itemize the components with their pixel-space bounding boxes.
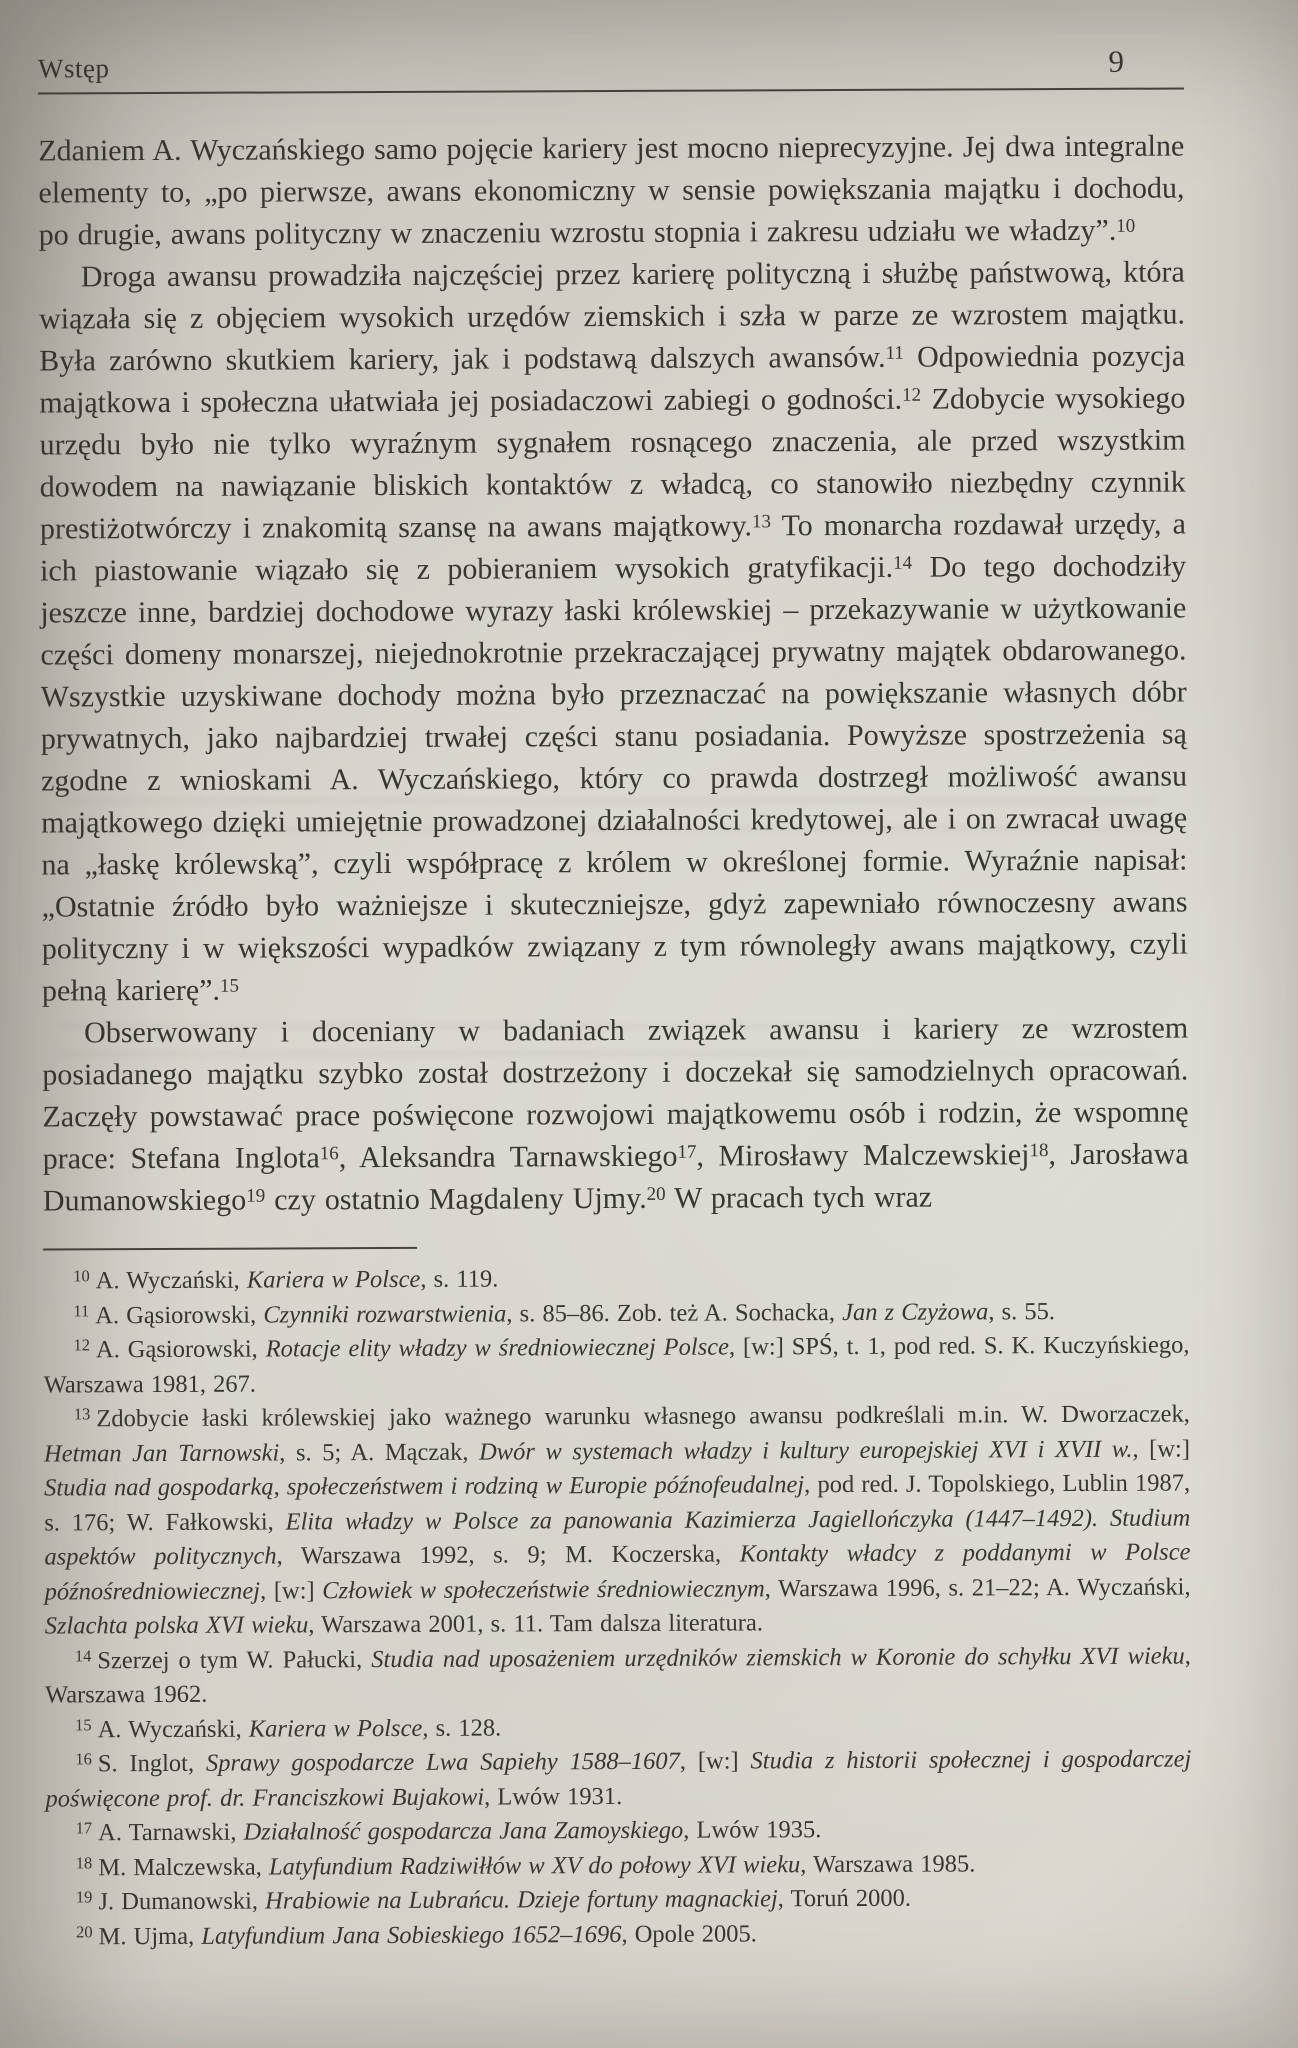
text-run: , Warszawa 1985. <box>800 1849 976 1878</box>
text-run: A. Wyczański, <box>97 1715 249 1743</box>
footnote-separator <box>43 1247 417 1251</box>
text-run: To monarcha rozdawał urzędy, a ich piastowanie wiązało się z pobieraniem wysokich gratyfikacji. <box>40 507 1187 588</box>
italic-text-run: Czynniki rozwarstwienia <box>263 1299 507 1329</box>
text-run: A. Tarnawski, <box>98 1818 244 1847</box>
text-run: , Toruń 2000. <box>777 1884 912 1913</box>
italic-text-run: Jan z Czyżowa <box>841 1297 989 1326</box>
italic-text-run: Hrabiowie na Lubrańcu. Dzieje fortuny magnackiej <box>265 1885 778 1915</box>
footnote-ref: 20 <box>646 1183 666 1205</box>
italic-text-run: Sprawy gospodarcze Lwa Sapiehy 1588–1607 <box>205 1747 680 1777</box>
footnote-number: 15 <box>75 1714 92 1734</box>
text-run: A. Gąsiorowski, <box>95 1335 266 1364</box>
text-run: , Aleksandra Tarnawskiego <box>338 1139 678 1175</box>
italic-text-run: Studia nad gospodarką, społeczeństwem i rodziną w Europie późnofeudalnej <box>44 1471 805 1502</box>
footnote-number: 18 <box>75 1852 93 1872</box>
text-run: , [w:] SPŚ, t. 1, pod red. S. K. Kuczyńskiego, Warszawa 1981, 267. <box>43 1331 1190 1398</box>
footnote <box>45 1742 1191 1816</box>
text-run: W pracach tych wraz <box>665 1180 933 1215</box>
text-run: M. Ujma, <box>98 1922 202 1950</box>
footnote-ref: 15 <box>219 975 240 997</box>
footnote-ref: 13 <box>751 511 771 533</box>
text-run: , Warszawa 1962. <box>44 1641 1191 1709</box>
footnote-number: 17 <box>75 1818 93 1838</box>
footnote <box>46 1880 1192 1920</box>
footnote-ref: 14 <box>892 552 913 574</box>
italic-text-run: Człowiek w społeczeństwie średniowiecznym <box>322 1574 765 1604</box>
text-run: , Warszawa 2001, s. 11. Tam dalsza literatura. <box>308 1609 764 1639</box>
text-run: M. Malczewska, <box>98 1853 270 1881</box>
italic-text-run: Latyfundium Radziwiłłów w XV do połowy XVI wieku <box>268 1850 801 1881</box>
footnote-number: 11 <box>73 1300 90 1320</box>
text-run: czy ostatnio Magdaleny Ujmy. <box>265 1181 647 1217</box>
footnotes-section <box>43 1243 1192 1954</box>
footnote <box>45 1639 1191 1713</box>
footnote <box>43 1259 1189 1299</box>
text-run: , [w:] <box>260 1576 323 1605</box>
footnote <box>45 1708 1191 1748</box>
text-run: Zdobycie wysokiego urzędu było nie tylko wyraźnym sygnałem rosnącego znaczenia, ale przed wszystkim dowodem na nawiązanie bliskich kontaktów z władcą, co stanowiło niezbędny czynnik prestiżotwórczy i znakomitą szansę na awans majątkowy. <box>39 381 1186 546</box>
text-run: Obserwowany i doceniany w badaniach związek awansu i kariery ze wzrostem posiadanego majątku szybko został dostrzeżony i doczekał się samodzielnych opracowań. Zaczęły powstawać prace poświęcone rozwojowi majątkowemu osób i rodzin, że wspomnę prace: Stefana Inglota <box>42 1011 1189 1176</box>
footnote-ref: 10 <box>1116 215 1136 237</box>
footnote <box>43 1294 1189 1334</box>
footnote-number: 10 <box>73 1266 90 1286</box>
text-run: Zdaniem A. Wyczańskiego samo pojęcie kariery jest mocno nieprecyzyjne. Jej dwa integralne elementy to, „po pierwsze, awans ekonomiczny w sensie powiększania majątku i dochodu, po drugie, awans polityczny w znaczeniu wzrostu stopnia i zakresu udziału we władzy”. <box>38 129 1185 252</box>
italic-text-run: Studia nad uposażeniem urzędników ziemskich w Koronie do schyłku XVI wieku <box>371 1642 1185 1673</box>
text-run: Droga awansu prowadziła najczęściej przez karierę polityczną i służbę państwową, która wiązała się z objęciem wysokich urzędów ziemskich i szła w parze ze wzrostem majątku. Była zarówno skutkiem kariery, jak i podstawą dalszych awansów. <box>38 255 1186 378</box>
footnote-ref: 11 <box>885 342 904 364</box>
paragraph <box>39 252 1188 1013</box>
footnote <box>46 1811 1192 1851</box>
footnote-ref: 12 <box>902 384 922 406</box>
footnote-number: 13 <box>73 1404 91 1424</box>
text-run: , [w:] <box>679 1747 751 1775</box>
italic-text-run: Studia z historii społecznej i gospodarczej poświęcone prof. dr. Franciszkowi Bujakowi <box>45 1745 1192 1812</box>
text-run: , s. 5; A. Mączak, <box>279 1438 480 1466</box>
text-run: , Warszawa 1996, s. 21–22; A. Wyczański, <box>764 1572 1191 1602</box>
italic-text-run: Kontakty władcy z poddanymi w Polsce późnośredniowiecznej <box>44 1538 1191 1605</box>
body-text <box>38 126 1189 1223</box>
running-header <box>38 44 1184 95</box>
footnote <box>43 1328 1189 1402</box>
page-number: 9 <box>1108 43 1124 79</box>
text-run: , s. 128. <box>422 1714 502 1742</box>
text-run: , s. 119. <box>420 1265 499 1293</box>
footnote-number: 19 <box>75 1887 93 1907</box>
paragraph <box>38 126 1185 257</box>
text-run: S. Inglot, <box>97 1749 206 1778</box>
text-run: A. Wyczański, <box>95 1266 247 1295</box>
text-run: , s. 55. <box>988 1297 1056 1325</box>
footnote <box>46 1846 1192 1886</box>
italic-text-run: Elita władzy w Polsce za panowania Kazimierza Jagiellończyka (1447–1492). Studium aspektów politycznych <box>44 1503 1191 1571</box>
italic-text-run: Działalność gospodarcza Jana Zamoyskiego <box>243 1816 684 1846</box>
section-title: Wstęp <box>37 53 110 84</box>
text-run: Zdobycie łaski królewskiej jako ważnego warunku własnego awansu podkreślali m.in. W. Dworzaczek, <box>96 1400 1190 1433</box>
text-run: Szerzej o tym W. Pałucki, <box>97 1645 372 1674</box>
italic-text-run: Hetman Jan Tarnowski <box>43 1438 280 1467</box>
text-run: , Lwów 1931. <box>484 1782 623 1811</box>
footnote-number: 12 <box>73 1335 91 1355</box>
footnote <box>44 1397 1191 1643</box>
italic-text-run: Rotacje elity władzy w średniowiecznej Polsce <box>265 1333 730 1363</box>
footnote-ref: 16 <box>319 1143 339 1165</box>
text-run: , Opole 2005. <box>621 1919 757 1948</box>
footnote-ref: 18 <box>1029 1140 1049 1162</box>
footnote-ref: 17 <box>677 1141 697 1163</box>
text-run: Do tego dochodziły jeszcze inne, bardziej dochodowe wyrazy łaski królewskiej – przekazywanie w użytkowanie części domeny monarszej, niejednokrotnie przekraczającej prywatny majątek obdarowanego. Wszystkie uzyskiwane dochody można było przeznaczać na powiększanie własnych dóbr prywatnych, jako najbardziej trwałej części stanu posiadania. Powyższe spostrzeżenia są zgodne z wnioskami A. Wyczańskiego, który co prawda dostrzegł możliwość awansu majątkowego dzięki umiejętnie prowadzonej działalności kredytowej, ale i on zwracał uwagę na „łaskę królewską”, czyli współpracę z królem w określonej formie. Wyraźnie napisał: „Ostatnie źródło było ważniejsze i skuteczniejsze, gdyż zapewniało równoczesny awans polityczny i w większości wypadków związany z tym równoległy awans majątkowy, czyli pełną karierę”. <box>40 549 1188 1008</box>
text-run: , s. 85–86. Zob. też A. Sochacka, <box>506 1298 843 1327</box>
text-run: , Mirosławy Malczewskiej <box>696 1138 1030 1173</box>
footnote-list <box>43 1259 1192 1954</box>
footnote-number: 14 <box>74 1645 92 1665</box>
text-run: , Warszawa 1992, s. 9; M. Koczerska, <box>276 1540 740 1570</box>
page-content <box>38 44 1192 1955</box>
text-run: J. Dumanowski, <box>98 1887 266 1916</box>
text-run: Odpowiednia pozycja majątkowa i społeczna ułatwiała jej posiadaczowi zabiegi o godności. <box>39 339 1186 420</box>
paragraph <box>42 1007 1189 1222</box>
text-run: , Lwów 1935. <box>683 1816 822 1844</box>
footnote-ref: 19 <box>246 1185 266 1207</box>
italic-text-run: Kariera w Polsce <box>246 1265 421 1294</box>
text-run: A. Gąsiorowski, <box>95 1301 264 1329</box>
text-run: , [w:] <box>1132 1434 1191 1463</box>
italic-text-run: Latyfundium Jana Sobieskiego 1652–1696 <box>201 1920 622 1950</box>
italic-text-run: Szlachta polska XVI wieku <box>44 1611 309 1640</box>
footnote-number: 16 <box>75 1749 92 1769</box>
text-run: , Jarosława Dumanowskiego <box>42 1137 1189 1218</box>
footnote-number: 20 <box>76 1921 93 1941</box>
footnote <box>46 1915 1192 1955</box>
text-run: , pod red. J. Topolskiego, Lublin 1987, s. 176; W. Fałkowski, <box>44 1469 1191 1536</box>
italic-text-run: Dwór w systemach władzy i kultury europejskiej XVI i XVII w. <box>479 1435 1133 1466</box>
italic-text-run: Kariera w Polsce <box>248 1714 423 1743</box>
